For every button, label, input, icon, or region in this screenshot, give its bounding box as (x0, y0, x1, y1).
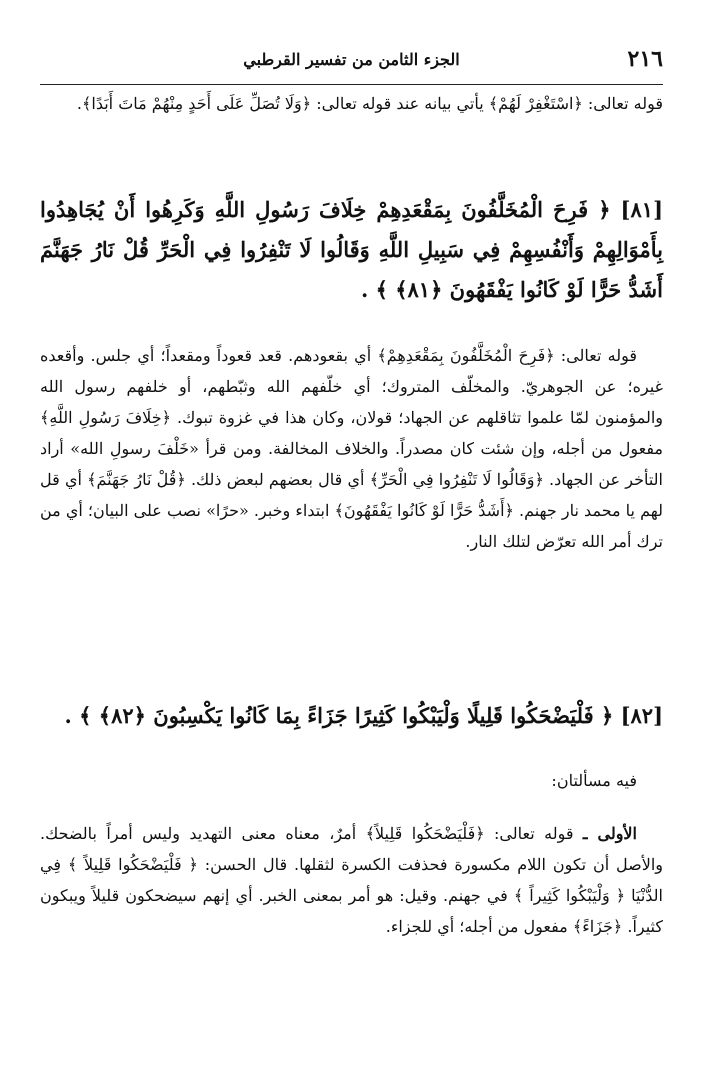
verse-81: [٨١] ﴿ فَرِحَ الْمُخَلَّفُونَ بِمَقْعَدِهِمْ خِلَافَ رَسُولِ اللَّهِ وَكَرِهُوا أَنْ يُجَاهِدُوا بِأَمْوَالِهِمْ وَأَنْفُسِهِمْ فِي سَبِيلِ اللَّهِ وَقَالُوا لَا تَنْفِرُوا فِي الْحَرِّ قُلْ نَارُ جَهَنَّمَ أَشَدُّ حَرًّا لَوْ كَانُوا يَفْقَهُونَ ﴿٨١﴾ ﴾ . (40, 197, 663, 302)
page-header (40, 44, 663, 85)
running-title: الجزء الثامن من تفسير القرطبي (243, 50, 460, 69)
first-issue-paragraph (40, 818, 663, 942)
first-issue-text: قوله تعالى: ﴿فَلْيَضْحَكُوا قَلِيلاً﴾ أمرٌ، معناه معنى التهديد وليس أمراً بالضحك. والأصل أن تكون اللام مكسورة فحذفت الكسرة لثقلها. قال الحسن: ﴿ فَلْيَضْحَكُوا قَلِيلاً ﴾ فِي الدُّنْيَا ﴿ وَلْيَبْكُوا كَثِيراً ﴾ في جهنم. وقيل: هو أمر بمعنى الخبر. أي إنهم سيضحكون قليلاً ويبكون كثيراً. ﴿جَزَاءً﴾ مفعول من أجله؛ أي للجزاء. (40, 824, 663, 936)
commentary-81: قوله تعالى: ﴿فَرِحَ الْمُخَلَّفُونَ بِمَقْعَدِهِمْ﴾ أي بقعودهم. قعد قعوداً ومقعداً؛ أي جلس. وأقعده غيره؛ عن الجوهريّ. والمخلّف المتروك؛ أي خلّفهم الله وثبّطهم، أو خلفهم رسول الله والمؤمنون لمّا علموا تثاقلهم عن الجهاد؛ قولان، وكان هذا في غزوة تبوك. ﴿خِلَافَ رَسُولِ اللَّهِ﴾ مفعول من أجله، وإن شئت كان مصدراً. والخلاف المخالفة. ومن قرأ «خَلْفَ رسولِ الله» أراد التأخر عن الجهاد. ﴿وَقَالُوا لَا تَنْفِرُوا فِي الْحَرِّ﴾ أي قال بعضهم لبعض ذلك. ﴿قُلْ نَارُ جَهَنَّمَ﴾ أي قل لهم يا محمد نار جهنم. ﴿أَشَدُّ حَرًّا لَوْ كَانُوا يَفْقَهُونَ﴾ ابتداء وخبر. «حرًا» نصب على البيان؛ أي من ترك أمر الله تعرّض لتلك النار. (40, 346, 663, 551)
issues-intro: فيه مسألتان: (551, 771, 637, 790)
verse-82: [٨٢] ﴿ فَلْيَضْحَكُوا قَلِيلًا وَلْيَبْكُوا كَثِيرًا جَزَاءً بِمَا كَانُوا يَكْسِبُونَ ﴿٨٢﴾ ﴾ . (64, 703, 663, 728)
first-issue-lead: الأولى ـ (582, 824, 638, 843)
top-paragraph: قوله تعالى: ﴿اسْتَغْفِرْ لَهُمْ﴾ يأتي بيانه عند قوله تعالى: ﴿وَلَا تُصَلِّ عَلَى أَحَدٍ مِنْهُمْ مَاتَ أَبَدًا﴾. (76, 94, 663, 113)
page-number: ٢١٦ (627, 46, 663, 72)
